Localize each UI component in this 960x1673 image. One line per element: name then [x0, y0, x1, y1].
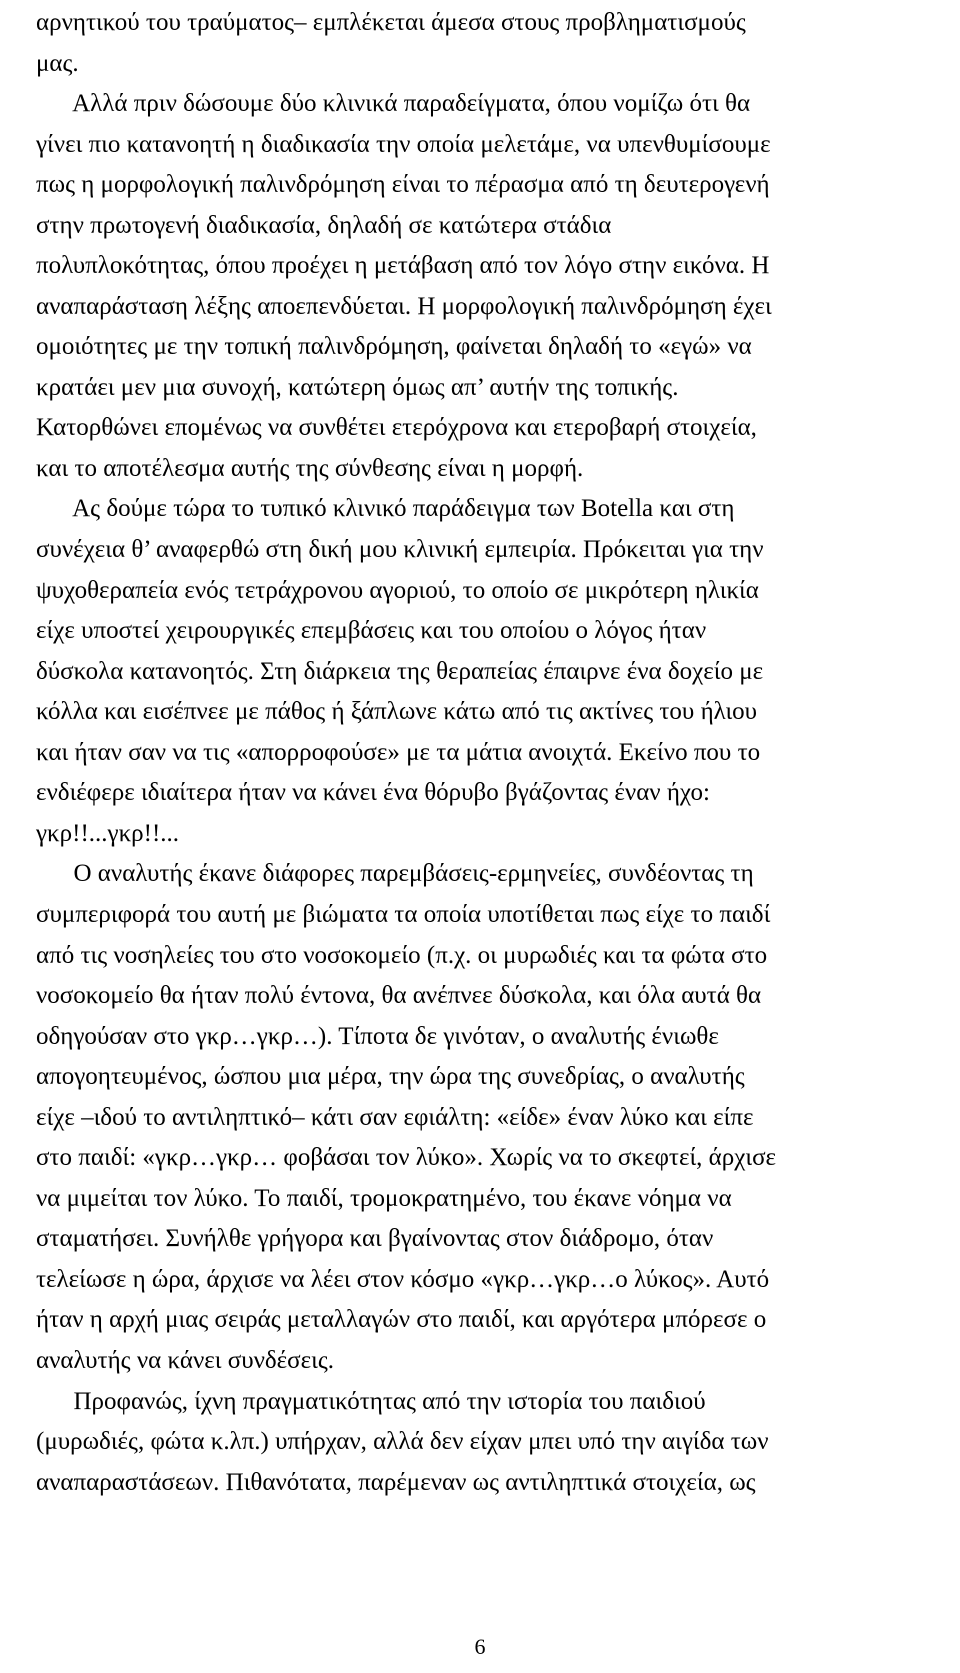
text-line: οδηγούσαν στο γκρ…γκρ…). Τίποτα δε γινόταν, ο αναλυτής ένιωθε: [36, 1023, 719, 1050]
text-line: Ο αναλυτής έκανε διάφορες παρεμβάσεις-ερμηνείες, συνδέοντας τη: [36, 860, 754, 887]
text-line: αναλυτής να κάνει συνδέσεις.: [36, 1347, 335, 1374]
text-line: Ας δούμε τώρα το τυπικό κλινικό παράδειγμα των Botella και στη: [36, 495, 735, 522]
text-line: δύσκολα κατανοητός. Στη διάρκεια της θεραπείας έπαιρνε ένα δοχείο με: [36, 658, 764, 685]
text-line: στην πρωτογενή διαδικασία, δηλαδή σε κατώτερα στάδια: [36, 212, 612, 239]
text-line: μας.: [36, 50, 79, 77]
text-line: κόλλα και εισέπνεε με πάθος ή ξάπλωνε κάτω από τις ακτίνες του ήλιου: [36, 698, 758, 725]
text-line: κρατάει μεν μια συνοχή, κατώτερη όμως απ’ αυτήν της τοπικής.: [36, 374, 679, 401]
text-line: απογοητευμένος, ώσπου μια μέρα, την ώρα της συνεδρίας, ο αναλυτής: [36, 1063, 745, 1090]
text-line: σταματήσει. Συνήλθε γρήγορα και βγαίνοντας στον διάδρομο, όταν: [36, 1225, 714, 1252]
text-line: Αλλά πριν δώσουμε δύο κλινικά παραδείγματα, όπου νομίζω ότι θα: [36, 90, 751, 117]
page-number: 6: [474, 1634, 486, 1659]
text-line: ενδιέφερε ιδιαίτερα ήταν να κάνει ένα θόρυβο βγάζοντας έναν ήχο:: [36, 779, 710, 806]
text-line: γκρ!!...γκρ!!...: [36, 820, 180, 847]
text-line: είχε –ιδού το αντιληπτικό– κάτι σαν εφιάλτη: «είδε» έναν λύκο και είπε: [36, 1104, 754, 1131]
text-line: συμπεριφορά του αυτή με βιώματα τα οποία υποτίθεται πως είχε το παιδί: [36, 901, 771, 928]
text-line: Προφανώς, ίχνη πραγματικότητας από την ιστορία του παιδιού: [36, 1388, 706, 1415]
text-line: νοσοκομείο θα ήταν πολύ έντονα, θα ανέπνεε δύσκολα, και όλα αυτά θα: [36, 982, 762, 1009]
text-line: Κατορθώνει επομένως να συνθέτει ετερόχρονα και ετεροβαρή στοιχεία,: [36, 414, 757, 441]
text-line: ομοιότητες με την τοπική παλινδρόμηση, φαίνεται δηλαδή το «εγώ» να: [36, 333, 752, 360]
text-line: και ήταν σαν να τις «απορροφούσε» με τα μάτια ανοιχτά. Εκείνο που το: [36, 739, 761, 766]
text-line: (μυρωδιές, φώτα κ.λπ.) υπήρχαν, αλλά δεν είχαν μπει υπό την αιγίδα των: [36, 1428, 769, 1455]
text-line: να μιμείται τον λύκο. Το παιδί, τρομοκρατημένο, του έκανε νόημα να: [36, 1185, 732, 1212]
text-line: αναπαραστάσεων. Πιθανότατα, παρέμεναν ως αντιληπτικά στοιχεία, ως: [36, 1469, 756, 1496]
text-line: αναπαράσταση λέξης αποεπενδύεται. Η μορφολογική παλινδρόμηση έχει: [36, 293, 772, 320]
text-line: από τις νοσηλείες του στο νοσοκομείο (π.χ. οι μυρωδιές και τα φώτα στο: [36, 942, 768, 969]
text-line: είχε υποστεί χειρουργικές επεμβάσεις και του οποίου ο λόγος ήταν: [36, 617, 707, 644]
text-line: και το αποτέλεσμα αυτής της σύνθεσης είναι η μορφή.: [36, 455, 584, 482]
text-line: τελείωσε η ώρα, άρχισε να λέει στον κόσμο «γκρ…γκρ…ο λύκος». Αυτό: [36, 1266, 770, 1293]
text-line: ήταν η αρχή μιας σειράς μεταλλαγών στο παιδί, και αργότερα μπόρεσε ο: [36, 1306, 767, 1333]
text-line: πολυπλοκότητας, όπου προέχει η μετάβαση από τον λόγο στην εικόνα. Η: [36, 252, 770, 279]
text-line: αρνητικού του τραύματος– εμπλέκεται άμεσα στους προβληματισμούς: [36, 9, 746, 36]
text-line: ψυχοθεραπεία ενός τετράχρονου αγοριού, το οποίο σε μικρότερη ηλικία: [36, 577, 759, 604]
text-line: στο παιδί: «γκρ…γκρ… φοβάσαι τον λύκο». Χωρίς να το σκεφτεί, άρχισε: [36, 1144, 777, 1171]
text-line: συνέχεια θ’ αναφερθώ στη δική μου κλινική εμπειρία. Πρόκειται για την: [36, 536, 764, 563]
text-line: πως η μορφολογική παλινδρόμηση είναι το πέρασμα από τη δευτερογενή: [36, 171, 770, 198]
text-line: γίνει πιο κατανοητή η διαδικασία την οποία μελετάμε, να υπενθυμίσουμε: [36, 131, 771, 158]
